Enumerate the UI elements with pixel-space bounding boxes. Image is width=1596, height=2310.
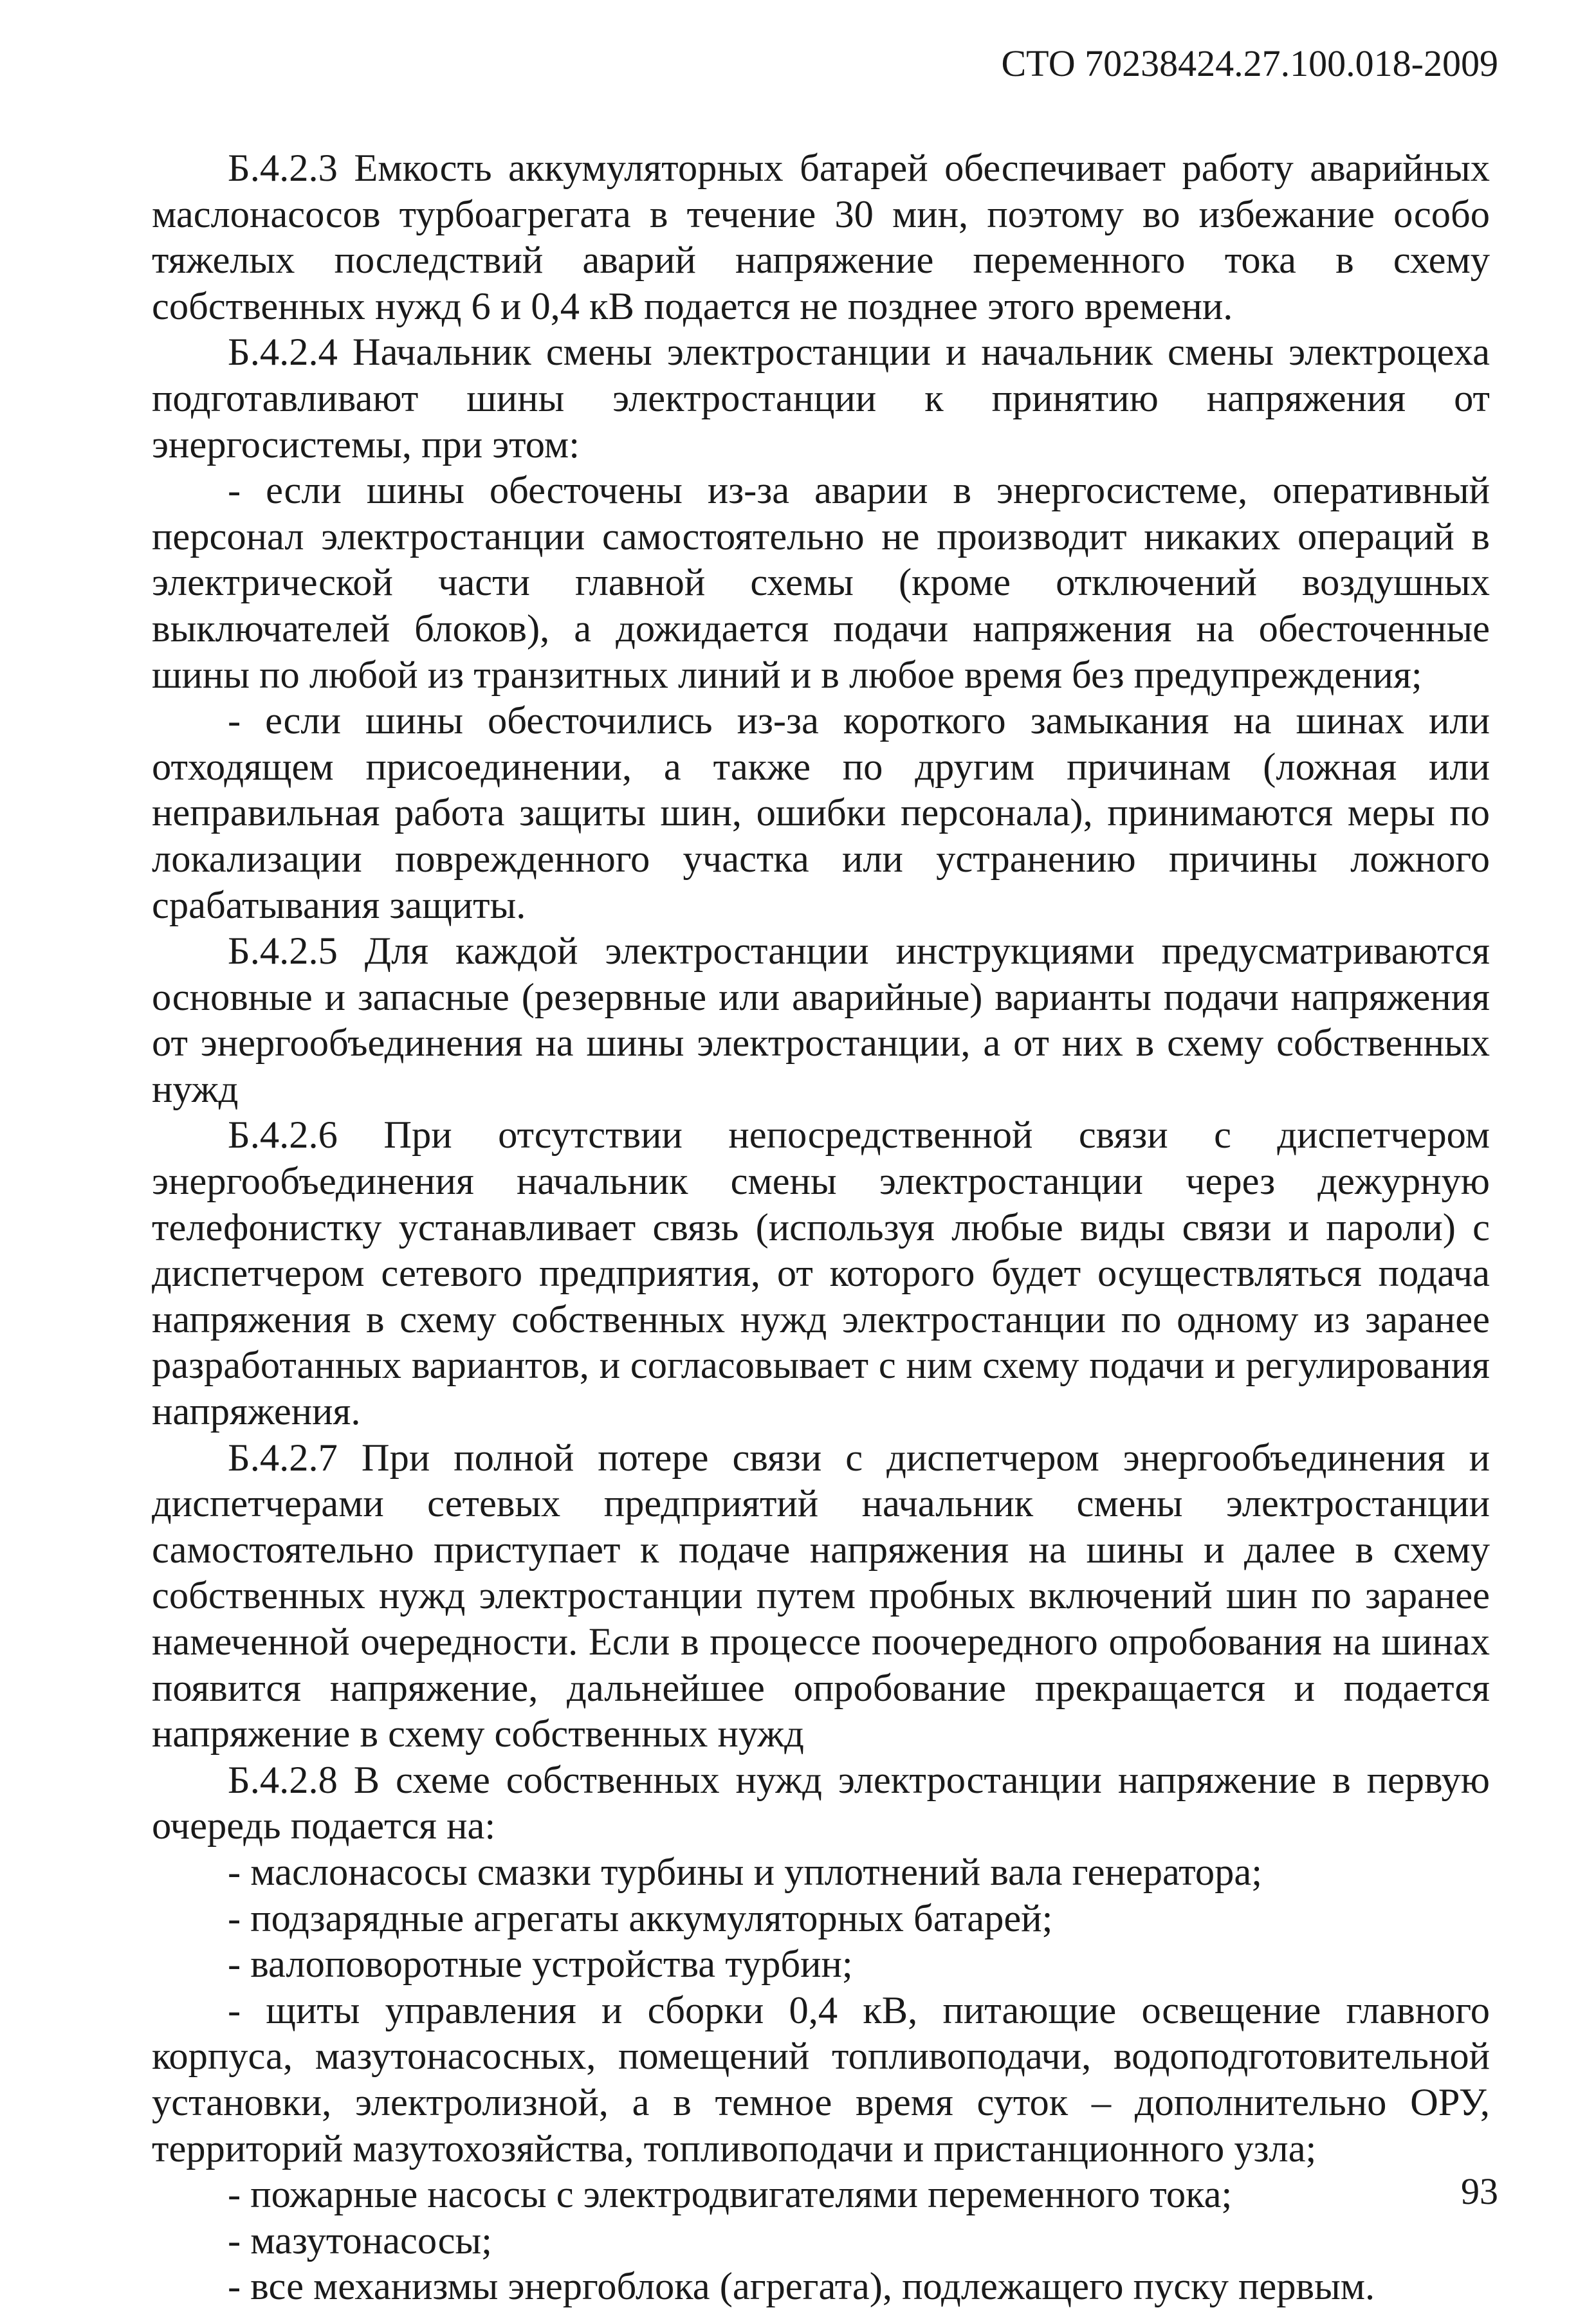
paragraph-b-4-2-4: Б.4.2.4 Начальник смены электростанции и начальник смены электроцеха подготавливают шины электростанции к принятию напряжения от энергосистемы, при этом: [152,331,1490,466]
list-item: - мазутонасосы; [228,2219,492,2262]
list-item: - подзарядные агрегаты аккумуляторных батарей; [228,1896,1053,1940]
paragraph-b-4-2-6: Б.4.2.6 При отсутствии непосредственной связи с диспетчером энергообъединения начальник смены электростанции через дежурную телефонистку устанавливает связь (используя любые виды связи и пароли) с диспетчером сетевого предприятия, от которого будет осуществляться подача напряжения в схему собственных нужд электростанции по одному из заранее разработанных вариантов, и согласовывает с ним схему подачи и регулирования напряжения. [152,1114,1490,1434]
page-number: 93 [1461,2170,1498,2213]
list-item: - щиты управления и сборки 0,4 кВ, питающие освещение главного корпуса, мазутонасосных, помещений топливоподачи, водоподготовительной установки, электролизной, а в темное время суток – дополнительно ОРУ, территорий мазутохозяйства, топливоподачи и пристанционного узла; [152,1988,1490,2170]
list-item: - пожарные насосы с электродвигателями переменного тока; [228,2173,1233,2217]
document-body [152,145,1490,2310]
paragraph-b-4-2-7: Б.4.2.7 При полной потере связи с диспетчером энергообъединения и диспетчерами сетевых предприятий начальник смены электростанции самостоятельно приступает к подаче напряжения на шины и далее в схему собственных нужд электростанции путем пробных включений шин по заранее намеченной очередности. Если в процессе поочередного опробования на шинах появится напряжение, дальнейшее опробование прекращается и подается напряжение в схему собственных нужд [152,1436,1490,1756]
document-header: СТО 70238424.27.100.018-2009 [1001,42,1498,84]
list-item: - маслонасосы смазки турбины и уплотнений вала генератора; [228,1850,1263,1894]
list-item: - если шины обесточены из-за аварии в энергосистеме, оперативный персонал электростанции самостоятельно не производит никаких операций в электрической части главной схемы (кроме отключений воздушных выключателей блоков), а дожидается подачи напряжения на обесточенные шины по любой из транзитных линий и в любое время без предупреждения; [152,469,1490,697]
paragraph-b-4-2-5: Б.4.2.5 Для каждой электростанции инструкциями предусматриваются основные и запасные (резервные или аварийные) варианты подачи напряжения от энергообъединения на шины электростанции, а от них в схему собственных нужд [152,930,1490,1111]
paragraph-b-4-2-3: Б.4.2.3 Емкость аккумуляторных батарей обеспечивает работу аварийных маслонасосов турбоагрегата в течение 30 мин, поэтому во избежание особо тяжелых последствий аварий напряжение переменного тока в схему собственных нужд 6 и 0,4 кВ подается не позднее этого времени. [152,147,1490,328]
list-item: - все механизмы энергоблока (агрегата), подлежащего пуску первым. [228,2265,1375,2309]
paragraph-b-4-2-8: Б.4.2.8 В схеме собственных нужд электростанции напряжение в первую очередь подается на: [152,1758,1490,1848]
list-item: - если шины обесточились из-за короткого замыкания на шинах или отходящем присоединении, а также по другим причинам (ложная или неправильная работа защиты шин, ошибки персонала), принимаются меры по локализации поврежденного участка или устранению причины ложного срабатывания защиты. [152,699,1490,927]
list-item: - валоповоротные устройства турбин; [228,1943,853,1986]
